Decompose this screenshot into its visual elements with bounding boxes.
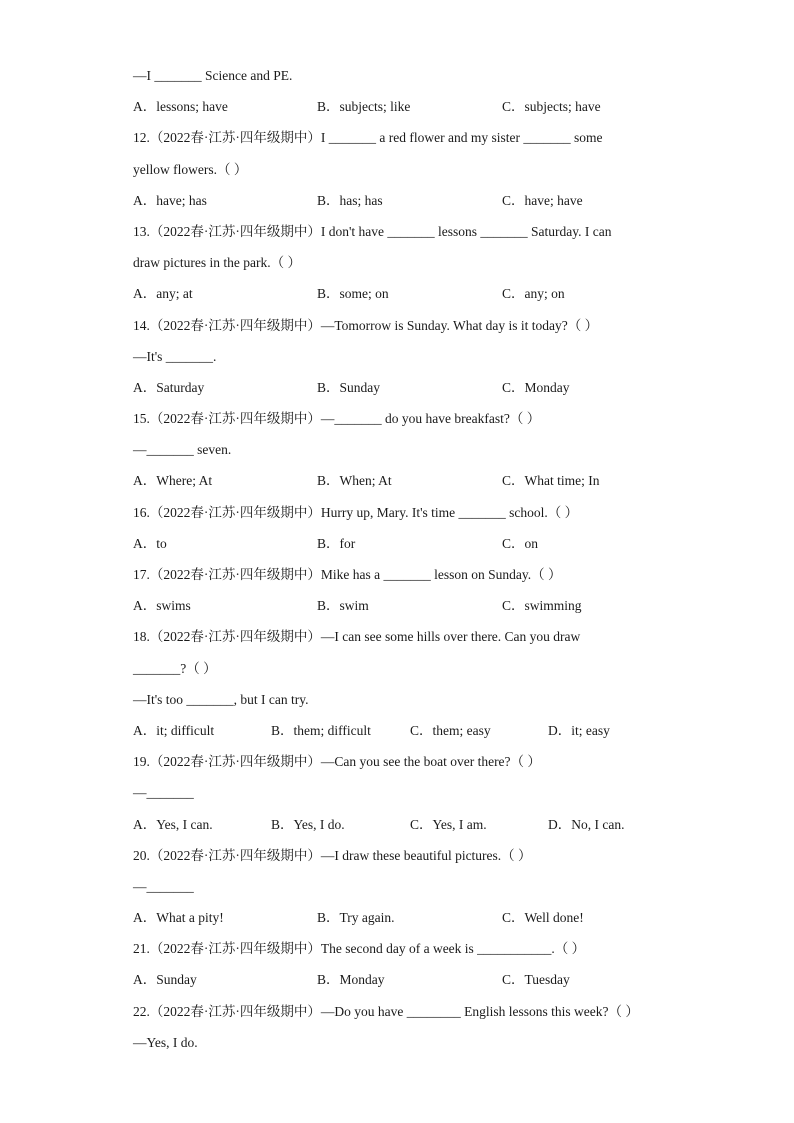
answer-option: D．it; easy bbox=[548, 722, 610, 738]
answer-option: C．Well done! bbox=[502, 910, 584, 926]
answer-option: C．Monday bbox=[502, 379, 570, 395]
worksheet-page bbox=[133, 64, 693, 1062]
question-text-line: —Yes, I do. bbox=[133, 1034, 198, 1050]
answer-option: D．No, I can. bbox=[548, 816, 625, 832]
answer-options-row bbox=[133, 532, 693, 563]
question-text-line: —It's too _______, but I can try. bbox=[133, 691, 309, 707]
answer-option: B．some; on bbox=[317, 286, 389, 302]
question-text-line: yellow flowers.（ ） bbox=[133, 161, 248, 177]
answer-options-row bbox=[133, 282, 693, 313]
answer-option: B．swim bbox=[317, 598, 369, 614]
question-text-line: —_______ bbox=[133, 785, 194, 801]
answer-option: C．swimming bbox=[502, 598, 582, 614]
answer-option: A．Saturday bbox=[133, 379, 205, 395]
answer-option: B．them; difficult bbox=[271, 722, 371, 738]
question-text-line: —I _______ Science and PE. bbox=[133, 68, 293, 83]
answer-option: C．Yes, I am. bbox=[410, 816, 487, 832]
question-text-line: —It's _______. bbox=[133, 348, 217, 364]
question-text-line: —_______ bbox=[133, 878, 194, 894]
answer-option: B．has; has bbox=[317, 192, 383, 208]
answer-options-row bbox=[133, 594, 693, 625]
answer-option: C．Tuesday bbox=[502, 972, 570, 988]
question-text-line: 19.（2022春·江苏·四年级期中）—Can you see the boat over there?（ ） bbox=[133, 754, 541, 770]
question-text-line: —_______ seven. bbox=[133, 442, 232, 458]
answer-option: C．subjects; have bbox=[502, 99, 601, 115]
answer-option: B．Monday bbox=[317, 972, 385, 988]
question-text-line: 14.（2022春·江苏·四年级期中）—Tomorrow is Sunday. What day is it today?（ ） bbox=[133, 317, 599, 333]
question-text-line: 18.（2022春·江苏·四年级期中）—I can see some hills over there. Can you draw bbox=[133, 629, 581, 645]
question-text-line: 22.（2022春·江苏·四年级期中）—Do you have ________ English lessons this week?（ ） bbox=[133, 1003, 639, 1019]
answer-option: A．Where; At bbox=[133, 473, 213, 489]
answer-option: B．Try again. bbox=[317, 910, 395, 926]
answer-option: A．have; has bbox=[133, 192, 207, 208]
answer-options-row bbox=[133, 719, 693, 750]
answer-options-row bbox=[133, 968, 693, 999]
answer-option: A．swims bbox=[133, 598, 191, 614]
answer-option: B．Yes, I do. bbox=[271, 816, 345, 832]
answer-option: A．any; at bbox=[133, 286, 193, 302]
answer-option: A．What a pity! bbox=[133, 910, 224, 926]
answer-option: A．lessons; have bbox=[133, 99, 228, 115]
question-text-line: draw pictures in the park.（ ） bbox=[133, 255, 301, 271]
answer-option: C．What time; In bbox=[502, 473, 600, 489]
question-text-line: 17.（2022春·江苏·四年级期中）Mike has a _______ lesson on Sunday.（ ） bbox=[133, 567, 562, 582]
answer-option: B．Sunday bbox=[317, 379, 381, 395]
answer-option: C．on bbox=[502, 535, 539, 551]
answer-option: A．it; difficult bbox=[133, 722, 215, 738]
question-text-line: 13.（2022春·江苏·四年级期中）I don't have _______ lessons _______ Saturday. I can bbox=[133, 223, 612, 239]
answer-option: A．Yes, I can. bbox=[133, 816, 213, 832]
question-text-line: 15.（2022春·江苏·四年级期中）—_______ do you have breakfast?（ ） bbox=[133, 411, 541, 427]
answer-option: B．for bbox=[317, 535, 356, 551]
answer-options-row bbox=[133, 95, 693, 126]
answer-option: C．them; easy bbox=[410, 722, 491, 738]
answer-options-row bbox=[133, 906, 693, 937]
answer-options-row bbox=[133, 376, 693, 407]
question-text-line: 12.（2022春·江苏·四年级期中）I _______ a red flower and my sister _______ some bbox=[133, 130, 603, 146]
answer-options-row bbox=[133, 469, 693, 500]
answer-options-row bbox=[133, 813, 693, 844]
question-text-line: 16.（2022春·江苏·四年级期中）Hurry up, Mary. It's time _______ school.（ ） bbox=[133, 504, 579, 520]
answer-option: C．have; have bbox=[502, 192, 583, 208]
answer-option: B．When; At bbox=[317, 473, 392, 489]
answer-options-row bbox=[133, 189, 693, 220]
question-text-line: 20.（2022春·江苏·四年级期中）—I draw these beautiful pictures.（ ） bbox=[133, 847, 532, 863]
answer-option: C．any; on bbox=[502, 286, 565, 302]
question-text-line: 21.（2022春·江苏·四年级期中）The second day of a week is ___________.（ ） bbox=[133, 941, 586, 957]
answer-option: A．to bbox=[133, 535, 167, 551]
answer-option: B．subjects; like bbox=[317, 99, 411, 115]
answer-option: A．Sunday bbox=[133, 972, 197, 988]
question-text-line: _______?（ ） bbox=[133, 660, 217, 676]
